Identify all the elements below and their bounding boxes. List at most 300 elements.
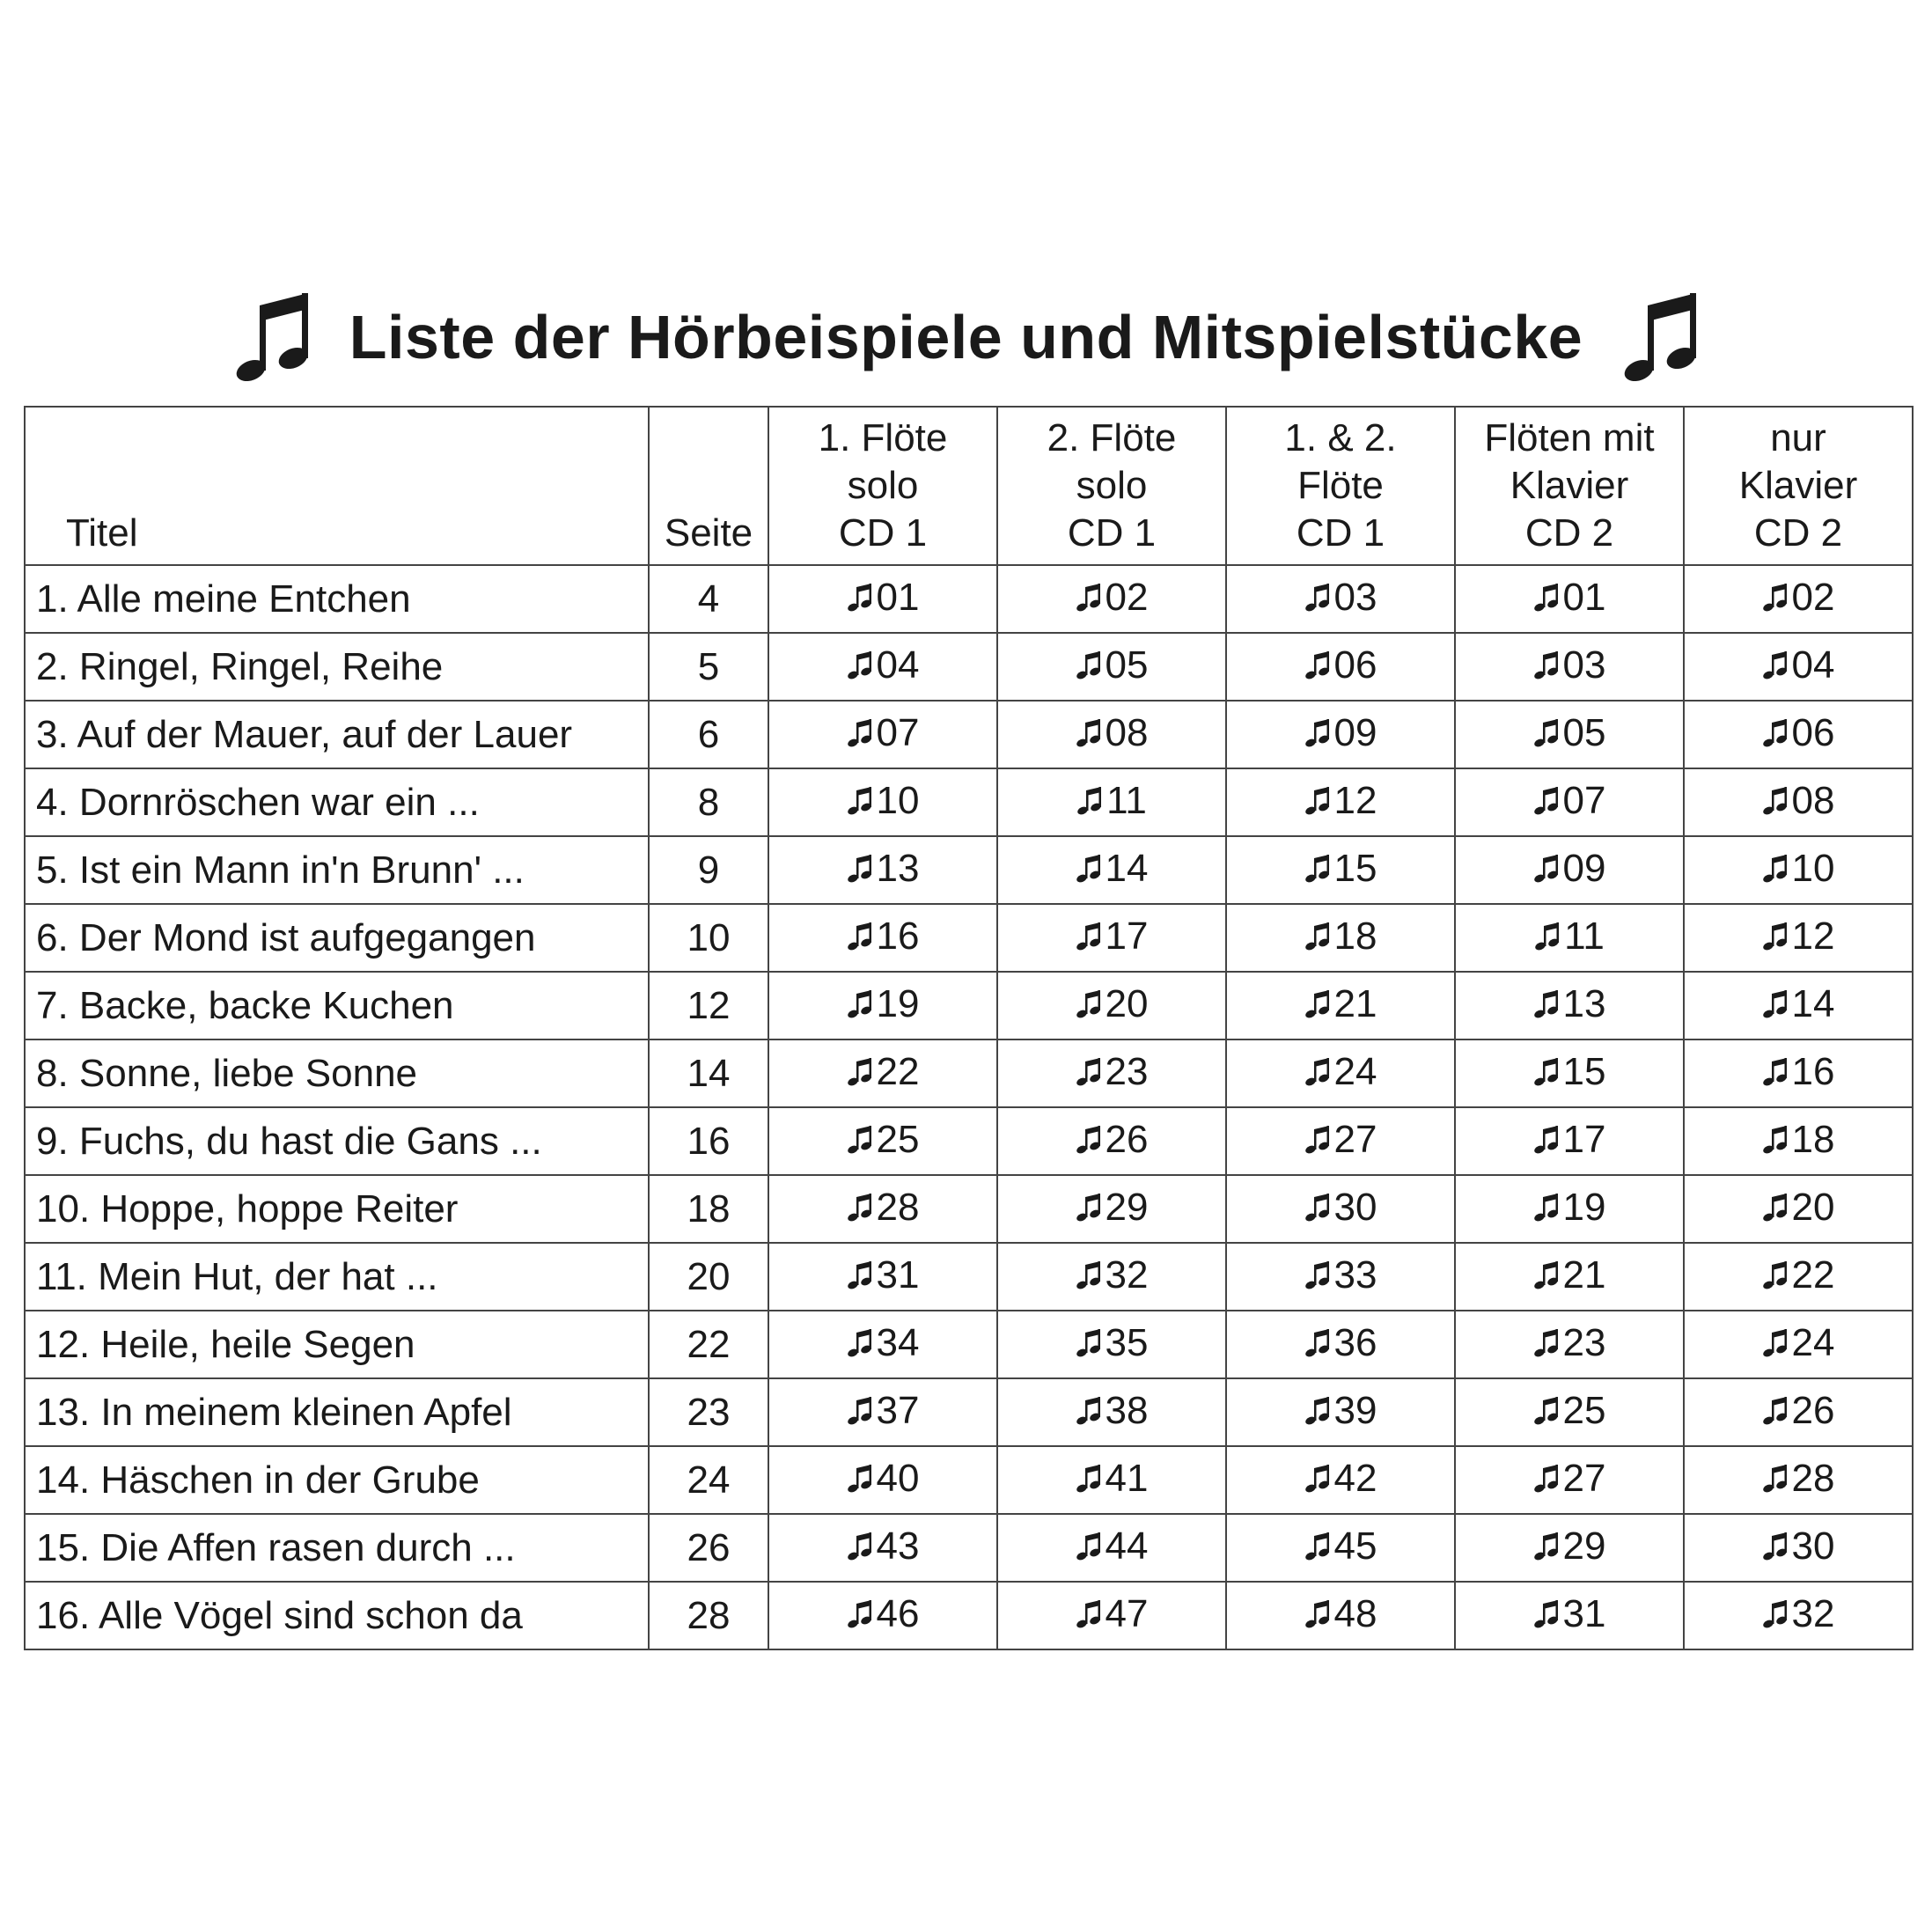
track-cell bbox=[1455, 836, 1684, 904]
track-number: 26 bbox=[1791, 1389, 1835, 1432]
track-number: 42 bbox=[1333, 1457, 1377, 1500]
music-note-icon bbox=[847, 786, 871, 816]
table-row bbox=[25, 1243, 1913, 1311]
track-number: 32 bbox=[1105, 1253, 1149, 1297]
table-row bbox=[25, 836, 1913, 904]
music-note-icon bbox=[1533, 1599, 1558, 1629]
music-note-icon bbox=[1533, 650, 1558, 680]
track-number: 27 bbox=[1562, 1457, 1606, 1500]
music-note-icon bbox=[1304, 718, 1329, 748]
table-row bbox=[25, 1311, 1913, 1378]
track-cell bbox=[1684, 1243, 1913, 1311]
track-cell bbox=[1455, 1175, 1684, 1243]
page-number: 16 bbox=[649, 1107, 768, 1175]
table-row bbox=[25, 565, 1913, 633]
track-number: 15 bbox=[1562, 1050, 1606, 1093]
page-number: 4 bbox=[649, 565, 768, 633]
track-number: 39 bbox=[1333, 1389, 1377, 1432]
track-cell bbox=[768, 972, 997, 1039]
music-note-icon bbox=[1762, 1532, 1787, 1561]
track-number: 01 bbox=[876, 576, 920, 619]
track-number: 23 bbox=[1562, 1321, 1606, 1364]
song-title: 6. Der Mond ist aufgegangen bbox=[25, 904, 649, 972]
song-title: 10. Hoppe, hoppe Reiter bbox=[25, 1175, 649, 1243]
song-title: 2. Ringel, Ringel, Reihe bbox=[25, 633, 649, 701]
music-note-icon bbox=[1076, 1260, 1100, 1290]
page-number: 9 bbox=[649, 836, 768, 904]
track-number: 17 bbox=[1105, 915, 1149, 958]
music-note-icon bbox=[1762, 1464, 1787, 1494]
track-number: 47 bbox=[1105, 1592, 1149, 1635]
track-number: 25 bbox=[876, 1118, 920, 1161]
track-cell bbox=[1226, 1378, 1455, 1446]
music-note-icon bbox=[847, 1464, 871, 1494]
song-title: 16. Alle Vögel sind schon da bbox=[25, 1582, 649, 1649]
track-number: 02 bbox=[1791, 576, 1835, 619]
track-cell bbox=[1455, 904, 1684, 972]
track-cell bbox=[1684, 1311, 1913, 1378]
track-number: 48 bbox=[1333, 1592, 1377, 1635]
song-title: 13. In meinem kleinen Apfel bbox=[25, 1378, 649, 1446]
track-cell bbox=[768, 1446, 997, 1514]
page-number: 22 bbox=[649, 1311, 768, 1378]
track-cell bbox=[1684, 701, 1913, 768]
column-header-cd: nur Klavier CD 2 bbox=[1684, 407, 1913, 565]
song-title: 14. Häschen in der Grube bbox=[25, 1446, 649, 1514]
page-number: 14 bbox=[649, 1039, 768, 1107]
track-number: 19 bbox=[1562, 1186, 1606, 1229]
track-cell bbox=[1455, 1107, 1684, 1175]
track-cell bbox=[768, 701, 997, 768]
track-cell bbox=[1226, 1243, 1455, 1311]
track-cell bbox=[768, 1175, 997, 1243]
table-row bbox=[25, 904, 1913, 972]
track-number: 44 bbox=[1105, 1524, 1149, 1568]
track-cell bbox=[1684, 768, 1913, 836]
track-cell bbox=[997, 633, 1226, 701]
music-note-icon bbox=[1534, 922, 1559, 951]
music-note-icon bbox=[1533, 583, 1558, 613]
music-note-icon bbox=[1076, 650, 1100, 680]
track-number: 34 bbox=[876, 1321, 920, 1364]
track-cell bbox=[997, 565, 1226, 633]
track-number: 22 bbox=[876, 1050, 920, 1093]
music-note-icon bbox=[1762, 1396, 1787, 1426]
track-cell bbox=[1455, 633, 1684, 701]
track-number: 29 bbox=[1105, 1186, 1149, 1229]
music-note-icon bbox=[1533, 1260, 1558, 1290]
track-number: 04 bbox=[876, 643, 920, 687]
track-cell bbox=[1455, 701, 1684, 768]
music-note-icon bbox=[1076, 583, 1100, 613]
table-row bbox=[25, 1378, 1913, 1446]
track-cell bbox=[1226, 701, 1455, 768]
table-row bbox=[25, 1446, 1913, 1514]
track-cell bbox=[768, 1039, 997, 1107]
page-number: 26 bbox=[649, 1514, 768, 1582]
music-note-icon bbox=[1076, 786, 1101, 816]
music-note-icon bbox=[1621, 291, 1699, 383]
page-number: 10 bbox=[649, 904, 768, 972]
music-note-icon bbox=[847, 1193, 871, 1223]
music-note-icon bbox=[847, 650, 871, 680]
music-note-icon bbox=[1304, 1125, 1329, 1155]
music-note-icon bbox=[847, 1057, 871, 1087]
track-cell bbox=[997, 1039, 1226, 1107]
track-cell bbox=[768, 565, 997, 633]
track-cell bbox=[1684, 1582, 1913, 1649]
track-cell bbox=[1226, 1582, 1455, 1649]
track-cell bbox=[997, 904, 1226, 972]
track-number: 40 bbox=[876, 1457, 920, 1500]
track-cell bbox=[1226, 972, 1455, 1039]
page-title: Liste der Hörbeispiele und Mitspielstücke bbox=[349, 303, 1583, 371]
track-cell bbox=[1455, 768, 1684, 836]
music-note-icon bbox=[847, 1599, 871, 1629]
track-number: 16 bbox=[1791, 1050, 1835, 1093]
song-title: 9. Fuchs, du hast die Gans ... bbox=[25, 1107, 649, 1175]
track-cell bbox=[1455, 972, 1684, 1039]
music-note-icon bbox=[847, 989, 871, 1019]
track-cell bbox=[1455, 1378, 1684, 1446]
music-note-icon bbox=[1076, 1599, 1100, 1629]
track-number: 31 bbox=[876, 1253, 920, 1297]
track-cell bbox=[1226, 633, 1455, 701]
track-cell bbox=[768, 1582, 997, 1649]
track-cell bbox=[1684, 633, 1913, 701]
music-note-icon bbox=[1762, 1328, 1787, 1358]
track-number: 30 bbox=[1791, 1524, 1835, 1568]
track-cell bbox=[768, 1311, 997, 1378]
track-cell bbox=[1226, 1446, 1455, 1514]
page-number: 24 bbox=[649, 1446, 768, 1514]
page-number: 5 bbox=[649, 633, 768, 701]
track-number: 43 bbox=[876, 1524, 920, 1568]
page-number: 8 bbox=[649, 768, 768, 836]
music-note-icon bbox=[1533, 854, 1558, 884]
track-cell bbox=[768, 904, 997, 972]
music-note-icon bbox=[1076, 854, 1100, 884]
track-number: 35 bbox=[1105, 1321, 1149, 1364]
music-note-icon bbox=[847, 1396, 871, 1426]
music-note-icon bbox=[1076, 1532, 1100, 1561]
track-number: 05 bbox=[1105, 643, 1149, 687]
track-cell bbox=[997, 836, 1226, 904]
track-list-table bbox=[24, 406, 1914, 1650]
track-cell bbox=[997, 1175, 1226, 1243]
track-number: 07 bbox=[876, 711, 920, 754]
track-number: 02 bbox=[1105, 576, 1149, 619]
music-note-icon bbox=[1076, 1464, 1100, 1494]
track-number: 09 bbox=[1562, 847, 1606, 890]
music-note-icon bbox=[1533, 1057, 1558, 1087]
music-note-icon bbox=[1762, 650, 1787, 680]
music-note-icon bbox=[1304, 1193, 1329, 1223]
song-title: 12. Heile, heile Segen bbox=[25, 1311, 649, 1378]
track-number: 06 bbox=[1333, 643, 1377, 687]
table-row bbox=[25, 1107, 1913, 1175]
track-cell bbox=[997, 1243, 1226, 1311]
track-cell bbox=[997, 972, 1226, 1039]
music-note-icon bbox=[1762, 583, 1787, 613]
music-note-icon bbox=[1762, 1599, 1787, 1629]
track-number: 18 bbox=[1791, 1118, 1835, 1161]
track-number: 21 bbox=[1333, 982, 1377, 1025]
track-cell bbox=[1684, 1039, 1913, 1107]
track-cell bbox=[768, 1107, 997, 1175]
track-cell bbox=[1684, 1175, 1913, 1243]
track-number: 25 bbox=[1562, 1389, 1606, 1432]
column-header-cd: 2. Flöte solo CD 1 bbox=[997, 407, 1226, 565]
track-number: 27 bbox=[1333, 1118, 1377, 1161]
track-number: 11 bbox=[1106, 779, 1147, 822]
music-note-icon bbox=[847, 1328, 871, 1358]
track-number: 31 bbox=[1562, 1592, 1606, 1635]
track-cell bbox=[768, 1514, 997, 1582]
track-cell bbox=[1226, 904, 1455, 972]
table-row bbox=[25, 701, 1913, 768]
column-header-title: Titel bbox=[25, 407, 649, 565]
page-number: 28 bbox=[649, 1582, 768, 1649]
music-note-icon bbox=[1304, 1328, 1329, 1358]
table-row bbox=[25, 633, 1913, 701]
table-row bbox=[25, 768, 1913, 836]
track-number: 20 bbox=[1791, 1186, 1835, 1229]
track-number: 16 bbox=[876, 915, 920, 958]
track-cell bbox=[768, 633, 997, 701]
track-number: 24 bbox=[1333, 1050, 1377, 1093]
music-note-icon bbox=[1304, 854, 1329, 884]
table-row bbox=[25, 972, 1913, 1039]
track-number: 12 bbox=[1791, 915, 1835, 958]
music-note-icon bbox=[1076, 922, 1100, 951]
music-note-icon bbox=[1076, 1193, 1100, 1223]
page-number: 23 bbox=[649, 1378, 768, 1446]
track-number: 01 bbox=[1562, 576, 1606, 619]
track-cell bbox=[997, 1107, 1226, 1175]
track-number: 19 bbox=[876, 982, 920, 1025]
table-row bbox=[25, 1514, 1913, 1582]
track-cell bbox=[768, 836, 997, 904]
music-note-icon bbox=[847, 583, 871, 613]
track-number: 12 bbox=[1333, 779, 1377, 822]
track-cell bbox=[1684, 1378, 1913, 1446]
song-title: 5. Ist ein Mann in'n Brunn' ... bbox=[25, 836, 649, 904]
track-number: 46 bbox=[876, 1592, 920, 1635]
track-number: 36 bbox=[1333, 1321, 1377, 1364]
track-cell bbox=[1684, 1107, 1913, 1175]
page-number: 12 bbox=[649, 972, 768, 1039]
track-number: 15 bbox=[1333, 847, 1377, 890]
music-note-icon bbox=[1533, 989, 1558, 1019]
track-cell bbox=[997, 1446, 1226, 1514]
track-number: 03 bbox=[1333, 576, 1377, 619]
music-note-icon bbox=[1304, 650, 1329, 680]
track-number: 13 bbox=[1562, 982, 1606, 1025]
track-number: 45 bbox=[1333, 1524, 1377, 1568]
song-title: 11. Mein Hut, der hat ... bbox=[25, 1243, 649, 1311]
track-cell bbox=[1226, 565, 1455, 633]
music-note-icon bbox=[1533, 1532, 1558, 1561]
track-number: 37 bbox=[876, 1389, 920, 1432]
music-note-icon bbox=[1762, 922, 1787, 951]
music-note-icon bbox=[1762, 1260, 1787, 1290]
track-cell bbox=[768, 1243, 997, 1311]
track-number: 14 bbox=[1791, 982, 1835, 1025]
song-title: 3. Auf der Mauer, auf der Lauer bbox=[25, 701, 649, 768]
track-number: 22 bbox=[1791, 1253, 1835, 1297]
music-note-icon bbox=[1076, 1328, 1100, 1358]
track-number: 14 bbox=[1105, 847, 1149, 890]
music-note-icon bbox=[1533, 718, 1558, 748]
column-header-page: Seite bbox=[649, 407, 768, 565]
track-number: 08 bbox=[1105, 711, 1149, 754]
music-note-icon bbox=[847, 718, 871, 748]
music-note-icon bbox=[1304, 1532, 1329, 1561]
track-number: 13 bbox=[876, 847, 920, 890]
music-note-icon bbox=[1762, 989, 1787, 1019]
track-number: 10 bbox=[1791, 847, 1835, 890]
track-number: 04 bbox=[1791, 643, 1835, 687]
music-note-icon bbox=[1533, 1396, 1558, 1426]
music-note-icon bbox=[1304, 1057, 1329, 1087]
track-number: 10 bbox=[876, 779, 920, 822]
music-note-icon bbox=[1762, 854, 1787, 884]
music-note-icon bbox=[1304, 1260, 1329, 1290]
track-number: 29 bbox=[1562, 1524, 1606, 1568]
track-number: 07 bbox=[1562, 779, 1606, 822]
track-cell bbox=[1455, 1514, 1684, 1582]
table-row bbox=[25, 1039, 1913, 1107]
song-title: 15. Die Affen rasen durch ... bbox=[25, 1514, 649, 1582]
track-cell bbox=[768, 1378, 997, 1446]
music-note-icon bbox=[1533, 1125, 1558, 1155]
track-number: 06 bbox=[1791, 711, 1835, 754]
track-cell bbox=[1455, 1582, 1684, 1649]
track-cell bbox=[1455, 1311, 1684, 1378]
track-number: 09 bbox=[1333, 711, 1377, 754]
track-number: 05 bbox=[1562, 711, 1606, 754]
track-cell bbox=[1226, 768, 1455, 836]
music-note-icon bbox=[847, 854, 871, 884]
music-note-icon bbox=[1304, 1599, 1329, 1629]
music-note-icon bbox=[1304, 583, 1329, 613]
music-note-icon bbox=[1076, 718, 1100, 748]
track-cell bbox=[1226, 1039, 1455, 1107]
track-cell bbox=[1684, 565, 1913, 633]
track-cell bbox=[1684, 972, 1913, 1039]
track-number: 24 bbox=[1791, 1321, 1835, 1364]
track-cell bbox=[1226, 1175, 1455, 1243]
track-number: 30 bbox=[1333, 1186, 1377, 1229]
track-number: 32 bbox=[1791, 1592, 1835, 1635]
track-number: 17 bbox=[1562, 1118, 1606, 1161]
music-note-icon bbox=[1076, 989, 1100, 1019]
track-cell bbox=[997, 1311, 1226, 1378]
table-row bbox=[25, 1582, 1913, 1649]
song-title: 4. Dornröschen war ein ... bbox=[25, 768, 649, 836]
music-note-icon bbox=[1533, 786, 1558, 816]
track-cell bbox=[1455, 1243, 1684, 1311]
page-header bbox=[0, 280, 1932, 394]
music-note-icon bbox=[1304, 922, 1329, 951]
music-note-icon bbox=[847, 1260, 871, 1290]
track-number: 33 bbox=[1333, 1253, 1377, 1297]
music-note-icon bbox=[1533, 1328, 1558, 1358]
track-number: 23 bbox=[1105, 1050, 1149, 1093]
track-number: 28 bbox=[876, 1186, 920, 1229]
track-cell bbox=[1684, 904, 1913, 972]
track-cell bbox=[1226, 1311, 1455, 1378]
track-cell bbox=[997, 1514, 1226, 1582]
track-cell bbox=[1455, 1446, 1684, 1514]
track-cell bbox=[997, 1582, 1226, 1649]
track-number: 11 bbox=[1564, 915, 1605, 958]
table-row bbox=[25, 1175, 1913, 1243]
track-cell bbox=[1684, 836, 1913, 904]
track-number: 21 bbox=[1562, 1253, 1606, 1297]
music-note-icon bbox=[1304, 1464, 1329, 1494]
song-title: 7. Backe, backe Kuchen bbox=[25, 972, 649, 1039]
track-number: 41 bbox=[1105, 1457, 1149, 1500]
column-header-cd: 1. Flöte solo CD 1 bbox=[768, 407, 997, 565]
page-number: 20 bbox=[649, 1243, 768, 1311]
music-note-icon bbox=[847, 1125, 871, 1155]
track-cell bbox=[1684, 1446, 1913, 1514]
song-title: 1. Alle meine Entchen bbox=[25, 565, 649, 633]
page-number: 18 bbox=[649, 1175, 768, 1243]
track-cell bbox=[1455, 565, 1684, 633]
music-note-icon bbox=[233, 291, 311, 383]
music-note-icon bbox=[1076, 1125, 1100, 1155]
track-cell bbox=[1455, 1039, 1684, 1107]
track-cell bbox=[768, 768, 997, 836]
music-note-icon bbox=[1762, 1193, 1787, 1223]
track-cell bbox=[1226, 836, 1455, 904]
music-note-icon bbox=[847, 922, 871, 951]
track-cell bbox=[997, 768, 1226, 836]
track-number: 20 bbox=[1105, 982, 1149, 1025]
track-number: 03 bbox=[1562, 643, 1606, 687]
music-note-icon bbox=[1762, 1057, 1787, 1087]
music-note-icon bbox=[1076, 1057, 1100, 1087]
track-number: 26 bbox=[1105, 1118, 1149, 1161]
music-note-icon bbox=[1762, 718, 1787, 748]
track-cell bbox=[1226, 1514, 1455, 1582]
music-note-icon bbox=[847, 1532, 871, 1561]
track-number: 18 bbox=[1333, 915, 1377, 958]
music-note-icon bbox=[1304, 1396, 1329, 1426]
music-note-icon bbox=[1762, 786, 1787, 816]
track-number: 08 bbox=[1791, 779, 1835, 822]
track-cell bbox=[997, 701, 1226, 768]
track-cell bbox=[997, 1378, 1226, 1446]
song-title: 8. Sonne, liebe Sonne bbox=[25, 1039, 649, 1107]
music-note-icon bbox=[1076, 1396, 1100, 1426]
track-cell bbox=[1684, 1514, 1913, 1582]
music-note-icon bbox=[1304, 989, 1329, 1019]
column-header-cd: Flöten mit Klavier CD 2 bbox=[1455, 407, 1684, 565]
table-header-row bbox=[25, 407, 1913, 565]
music-note-icon bbox=[1533, 1464, 1558, 1494]
track-number: 38 bbox=[1105, 1389, 1149, 1432]
track-number: 28 bbox=[1791, 1457, 1835, 1500]
column-header-cd: 1. & 2. Flöte CD 1 bbox=[1226, 407, 1455, 565]
page-number: 6 bbox=[649, 701, 768, 768]
music-note-icon bbox=[1533, 1193, 1558, 1223]
track-cell bbox=[1226, 1107, 1455, 1175]
music-note-icon bbox=[1762, 1125, 1787, 1155]
